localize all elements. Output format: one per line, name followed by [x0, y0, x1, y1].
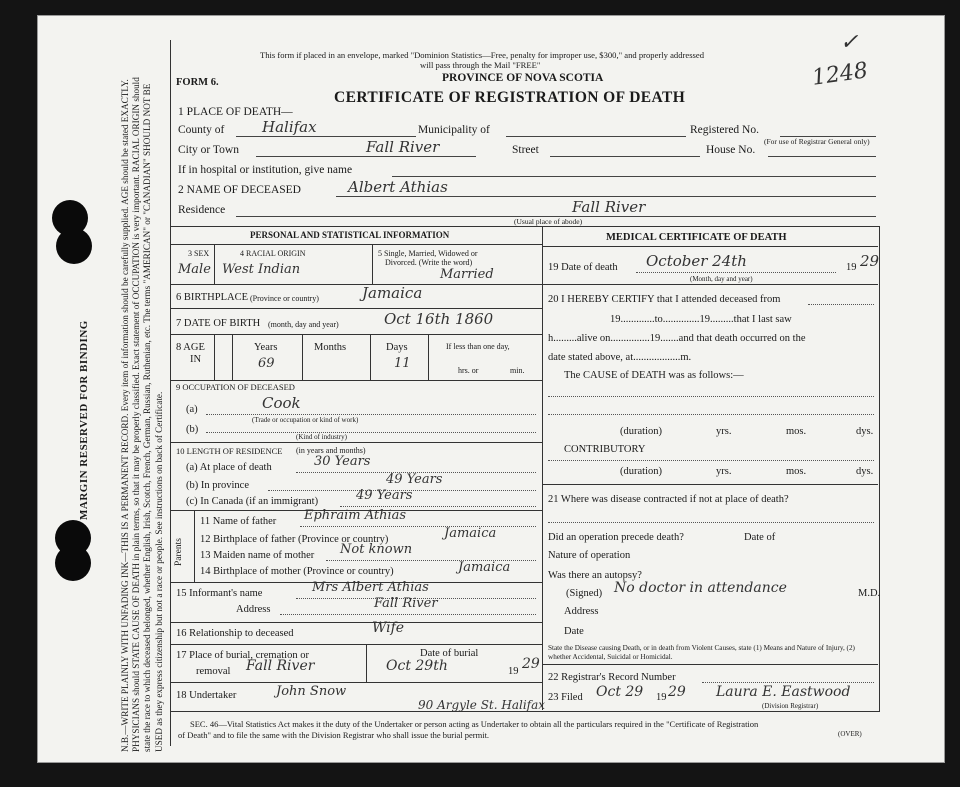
months-unit: mos. — [786, 426, 807, 437]
record-number-label: 22 Registrar's Record Number — [548, 672, 676, 683]
occupation-hint: (Trade or occupation or kind of work) — [252, 416, 359, 424]
undertaker-address: 90 Argyle St. Halifax — [418, 698, 546, 712]
years-unit-2: yrs. — [716, 466, 732, 477]
in-province-label: (b) In province — [186, 480, 249, 491]
occupation-a: (a) — [186, 404, 198, 415]
occupation-b: (b) — [186, 424, 199, 435]
signed-value: No doctor in attendance — [614, 580, 787, 596]
filed-year-prefix: 19 — [656, 692, 667, 703]
months-label: Months — [314, 342, 347, 353]
burial-year-prefix: 19 — [508, 666, 519, 677]
date-of-birth-hint: (month, day and year) — [268, 320, 339, 329]
burial-year-value: 29 — [522, 656, 540, 672]
date-of-death-year-prefix: 19 — [846, 262, 857, 273]
date-of-birth-value: Oct 16th 1860 — [384, 310, 494, 328]
medical-header: MEDICAL CERTIFICATE OF DEATH — [606, 232, 787, 243]
certify-line-3: h.........alive on...............19.......and that death occurred on the — [548, 333, 806, 344]
certify-line-1: 20 I HEREBY CERTIFY that I attended deceased from — [548, 294, 781, 305]
sex-label: 3 SEX — [188, 249, 210, 258]
days-value: 11 — [394, 356, 411, 371]
page-title: CERTIFICATE OF REGISTRATION OF DEATH — [334, 89, 686, 106]
years-label: Years — [254, 342, 278, 353]
in-province-value: 49 Years — [386, 472, 443, 487]
age-label-in: IN — [190, 354, 202, 365]
form-number: FORM 6. — [176, 77, 219, 88]
mother-name-value: Not known — [340, 542, 413, 557]
filed-value: Oct 29 — [596, 684, 644, 700]
operation-date-label: Date of — [744, 532, 776, 543]
hours-label: hrs. or — [458, 366, 479, 375]
date-of-death-value: October 24th — [646, 252, 747, 270]
sex-value: Male — [178, 262, 211, 277]
birthplace-hint: (Province or country) — [250, 294, 319, 303]
duration-label: (duration) — [620, 426, 662, 437]
in-canada-value: 49 Years — [356, 488, 413, 503]
industry-hint: (Kind of industry) — [296, 433, 347, 441]
city-value: Fall River — [366, 138, 440, 156]
nature-label: Nature of operation — [548, 550, 631, 561]
name-of-deceased-value: Albert Athias — [348, 178, 448, 196]
operation-label: Did an operation precede death? — [548, 532, 684, 543]
less-than-day-label: If less than one day, — [446, 342, 510, 351]
county-label: County of — [178, 124, 225, 136]
division-registrar-hint: (Division Registrar) — [762, 702, 819, 710]
margin-instructions: N.B.—WRITE PLAINLY WITH UNFADING INK—THIS IS A PERMANENT RECORD. Every item of information should be carefully supplied. AGE should be stated EXACTLY. PHYSICIANS should STATE CAUSE OF DEATH in plain terms, so that it may be properly classified. Exact statement of OCCUPATION is very important. RACIAL ORIGIN should state the race to which deceased belonged, whether English, Irish, Scotch, French, German, Russian, Ruthenian, etc. The terms "AMERICAN" or "CANADIAN" SHOULD NOT BE USED as they express citizenship but not a race or people. See instructions on back of Certificate. — [120, 77, 164, 752]
marital-label-1: 5 Single, Married, Widowed or — [378, 249, 478, 258]
relationship-label: 16 Relationship to deceased — [176, 628, 294, 639]
name-of-deceased-label: 2 NAME OF DECEASED — [178, 184, 301, 196]
mother-name-label: 13 Maiden name of mother — [200, 550, 315, 561]
at-place-value: 30 Years — [314, 454, 371, 469]
burial-removal-label: removal — [196, 666, 231, 677]
usual-place-note: (Usual place of abode) — [514, 217, 583, 226]
date-of-death-label: 19 Date of death — [548, 262, 618, 273]
father-birthplace-value: Jamaica — [444, 526, 497, 541]
province-heading: PROVINCE OF NOVA SCOTIA — [442, 72, 604, 84]
length-hint: (in years and months) — [296, 446, 366, 455]
binding-hole — [55, 545, 91, 581]
age-label: 8 AGE — [176, 342, 205, 353]
postal-note-free: will pass through the Mail "FREE" — [420, 60, 541, 70]
parents-label: Parents — [174, 538, 184, 566]
binding-hole — [56, 228, 92, 264]
burial-place-value: Fall River — [246, 658, 315, 674]
duration-label-2: (duration) — [620, 466, 662, 477]
check-mark-icon: ✓ — [840, 30, 859, 55]
length-of-residence-label: 10 LENGTH OF RESIDENCE — [176, 446, 283, 456]
place-of-death-label: 1 PLACE OF DEATH— — [178, 106, 293, 118]
father-name-label: 11 Name of father — [200, 516, 277, 527]
relationship-value: Wife — [372, 620, 405, 636]
autopsy-label: Was there an autopsy? — [548, 570, 642, 581]
medical-address-label: Address — [564, 606, 599, 617]
racial-origin-label: 4 RACIAL ORIGIN — [240, 249, 306, 258]
father-birthplace-label: 12 Birthplace of father (Province or country) — [200, 534, 389, 545]
md-label: M.D. — [858, 588, 881, 599]
residence-value: Fall River — [572, 198, 646, 216]
filed-year-value: 29 — [668, 684, 686, 700]
registered-number-label: Registered No. — [690, 124, 759, 136]
hospital-label: If in hospital or institution, give name — [178, 164, 353, 176]
contracted-label: 21 Where was disease contracted if not at place of death? — [548, 494, 789, 505]
occupation-label: 9 OCCUPATION OF DECEASED — [176, 382, 295, 392]
cause-instruction-note: State the Disease causing Death, or in death from Violent Causes, state (1) Means and Nature of Injury, (2) whether Accidental, Suicidal or Homicidal. — [548, 644, 855, 661]
registrar-use-note: (For use of Registrar General only) — [764, 137, 870, 146]
medical-date-label: Date — [564, 626, 584, 637]
registrar-number-mark: 1248 — [810, 58, 870, 91]
filed-label: 23 Filed — [548, 692, 583, 703]
footer-sec-line-2: of Death" and to file the same with the Division Registrar who shall issue the burial permit. — [178, 730, 490, 740]
years-unit: yrs. — [716, 426, 732, 437]
marital-label-2: Divorced. (Write the word) — [385, 258, 473, 267]
certify-line-2: 19.............to..............19.........that I last saw — [610, 314, 792, 325]
marital-value: Married — [440, 267, 494, 282]
undertaker-label: 18 Undertaker — [176, 690, 237, 701]
city-label: City or Town — [178, 144, 239, 156]
years-value: 69 — [258, 356, 275, 371]
postal-note: This form if placed in an envelope, marked "Dominion Statistics—Free, penalty for improper use, $300," and properly addressed — [260, 50, 704, 60]
street-label: Street — [512, 144, 539, 156]
personal-header: PERSONAL AND STATISTICAL INFORMATION — [250, 230, 450, 240]
father-name-value: Ephraim Athias — [304, 508, 407, 523]
months-unit-2: mos. — [786, 466, 807, 477]
days-unit: dys. — [856, 426, 874, 437]
informant-label: 15 Informant's name — [176, 588, 263, 599]
burial-date-label: Date of burial — [420, 648, 479, 659]
minutes-label: min. — [510, 366, 525, 375]
days-unit-2: dys. — [856, 466, 874, 477]
mother-birthplace-label: 14 Birthplace of mother (Province or country) — [200, 566, 394, 577]
days-label: Days — [386, 342, 408, 353]
informant-value: Mrs Albert Athias — [312, 580, 429, 595]
margin-title: MARGIN RESERVED FOR BINDING — [78, 320, 90, 520]
burial-place-label: 17 Place of burial, cremation or — [176, 650, 309, 661]
house-number-label: House No. — [706, 144, 756, 156]
informant-address-label: Address — [236, 604, 271, 615]
registrar-signature: Laura E. Eastwood — [716, 684, 851, 700]
in-canada-label: (c) In Canada (if an immigrant) — [186, 496, 319, 507]
contributory-label: CONTRIBUTORY — [564, 444, 646, 455]
date-of-death-year: 29 — [860, 252, 880, 270]
residence-label: Residence — [178, 204, 226, 216]
column-divider — [542, 226, 543, 710]
cause-label: The CAUSE of DEATH was as follows:— — [564, 370, 744, 381]
at-place-label: (a) At place of death — [186, 462, 272, 473]
informant-address-value: Fall River — [374, 596, 438, 611]
footer-sec-line-1: SEC. 46—Vital Statistics Act makes it the duty of the Undertaker or person acting as Undertaker to obtain all the particulars required in the "Certificate of Registration — [190, 719, 759, 729]
occupation-value: Cook — [262, 394, 301, 412]
mother-birthplace-value: Jamaica — [458, 560, 511, 575]
undertaker-value: John Snow — [276, 684, 347, 699]
burial-date-value: Oct 29th — [386, 658, 448, 674]
county-value: Halifax — [262, 118, 317, 136]
date-of-death-hint: (Month, day and year) — [690, 275, 753, 283]
signed-label: (Signed) — [566, 588, 603, 599]
birthplace-label: 6 BIRTHPLACE — [176, 292, 248, 303]
municipality-label: Municipality of — [418, 124, 490, 136]
birthplace-value: Jamaica — [362, 284, 423, 302]
racial-origin-value: West Indian — [222, 262, 301, 277]
certify-line-4: date stated above, at..................m. — [548, 352, 692, 363]
date-of-birth-label: 7 DATE OF BIRTH — [176, 318, 261, 329]
footer-over: (OVER) — [838, 730, 862, 738]
